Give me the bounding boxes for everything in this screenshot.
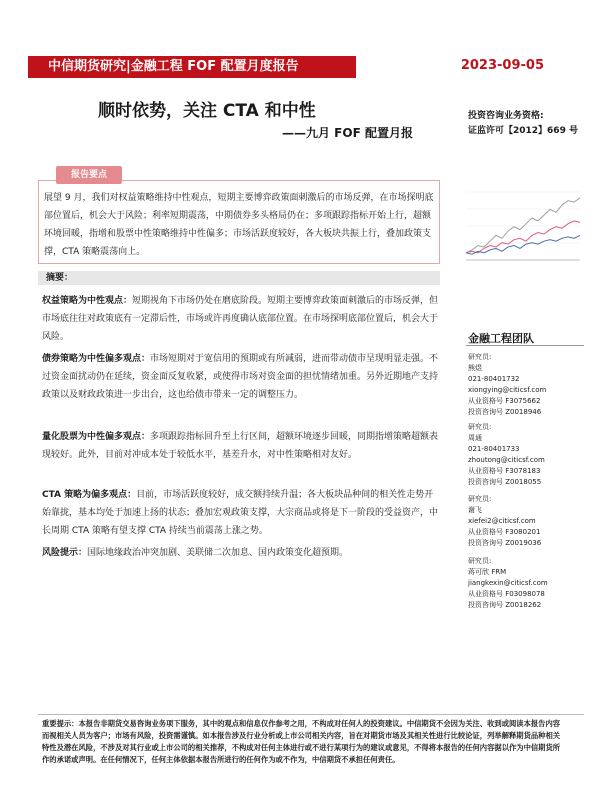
report-date: 2023-09-05 <box>460 58 544 73</box>
disclaimer-text: 重要提示：本报告非期货交易咨询业务项下服务，其中的观点和信息仅作参考之用，不构成对任何人的投资建议。中信期货不会因为关注、收到或阅读本报告内容而视相关人员为客户；市场有风险，投资需谨慎。如本报告涉及行业分析或上市公司相关内容，旨在对期货市场及其相关性进行比较论证，列举解释期货品种相关特性及潜在风险，不涉及对其行业或上市公司的相关推荐，不构成对任何主体进行或不进行某项行为的建议或意见，不得将本报告的任何内容据以作为中信期货所作的承诺或声明。在任何情况下，任何主体依据本报告所进行的任何作为或不作为，中信期货不承担任何责任。 <box>42 719 561 764</box>
analyst-name: 周通 <box>468 434 482 442</box>
performance-chart <box>458 186 584 268</box>
analyst-card <box>468 556 548 611</box>
analyst-email[interactable]: jiangkexin@citicsf.com <box>468 579 548 587</box>
report-brand-banner <box>28 56 356 78</box>
analyst-name: 蒋可欣 FRM <box>468 568 507 576</box>
analyst-email[interactable]: xiefei2@citicsf.com <box>468 517 536 525</box>
paragraph-text: 目前，市场活跃度较好，成交额持续升温；各大板块品种间的相关性走势开始靠拢，基本均处于加速上扬的状态；叠加宏观政策支撑，大宗商品或将是下一阶段的受益资产，中长周期 CTA 策略有望支撑 CTA 持续当前震荡上涨之势。 <box>42 490 439 536</box>
paragraph-text: 短期视角下市场仍处在磨底阶段。短期主要博弈政策面刺激后的市场反弹，但市场底往往对政策底有一定滞后性，市场或许再度确认底部位置。在市场探明底部位置后，机会大于风险。 <box>42 296 439 342</box>
analyst-role: 研究员: <box>468 353 492 361</box>
footer-divider <box>38 714 584 715</box>
analyst-cert-2: 投资咨询号 Z0018262 <box>468 601 542 609</box>
analyst-cert-1: 从业资格号 F03098078 <box>468 590 545 598</box>
license-line-2: 证监许可【2012】669 号 <box>468 126 578 136</box>
analyst-card <box>468 422 545 488</box>
abstract-paragraph-equity <box>42 292 440 346</box>
paragraph-lead: 权益策略为中性观点： <box>42 296 133 306</box>
team-title: 金融工程团队 <box>468 332 534 345</box>
abstract-paragraph-quant <box>42 428 440 464</box>
analyst-name: 谢飞 <box>468 506 482 514</box>
chart-background <box>458 186 584 268</box>
analyst-phone: 021-80401732 <box>468 375 520 383</box>
paragraph-text: 国际地缘政治冲突加剧、美联储二次加息、国内政策变化超预期。 <box>87 548 349 558</box>
analyst-cert-2: 投资咨询号 Z0018946 <box>468 408 542 416</box>
analyst-cert-1: 从业资格号 F3080201 <box>468 528 541 536</box>
paragraph-lead: 债券策略为中性偏多观点： <box>42 354 151 364</box>
analyst-card <box>468 494 541 549</box>
paragraph-text: 市场短期对于宽信用的预期或有所减弱，进而带动债市呈现明显走强。不过资金面扰动仍在延续，资金面反复收紧，或使得市场对资金面的担忧情绪加重。另外近期地产支持政策以及财政政策进一步出台，这也给债市带来一定的调整压力。 <box>42 354 439 400</box>
summary-text: 展望 9 月，我们对权益策略维持中性观点，短期主要博弈政策面刺激后的市场反弹，在市场探明底部位置后，机会大于风险；利率短期震荡，中期债券多头格局仍在；多项跟踪指标开始上行，超额环境回暖，指增和股票中性策略维持中性偏多；市场活跃度较好，各大板块共振上行，叠加政策支撑，CTA 策略震荡向上。 <box>44 193 434 257</box>
abstract-label: 摘要： <box>46 273 74 283</box>
analyst-email[interactable]: xiongying@citicsf.com <box>468 386 547 394</box>
team-divider <box>466 345 584 346</box>
abstract-paragraph-risk <box>42 544 440 562</box>
analyst-cert-2: 投资咨询号 Z0018055 <box>468 478 542 486</box>
license-block <box>468 109 578 139</box>
summary-tab: 报告要点 <box>56 166 122 184</box>
analyst-card <box>468 352 546 418</box>
abstract-bar <box>38 271 440 285</box>
analyst-role: 研究员: <box>468 495 492 503</box>
analyst-cert-1: 从业资格号 F3078183 <box>468 467 541 475</box>
sub-title: ——九月 FOF 配置月报 <box>282 126 413 140</box>
paragraph-lead: 量化股票为中性偏多观点： <box>42 432 151 442</box>
analyst-phone: 021-80401733 <box>468 445 520 453</box>
analyst-cert-1: 从业资格号 F3075662 <box>468 397 541 405</box>
analyst-cert-2: 投资咨询号 Z0019036 <box>468 539 542 547</box>
report-brand: 中信期货研究|金融工程 FOF 配置月度报告 <box>48 59 299 74</box>
performance-chart-svg <box>458 186 584 268</box>
main-title: 顺时依势，关注 CTA 和中性 <box>98 101 316 121</box>
paragraph-text: 多项跟踪指标回升至上行区间，超额环境逐步回暖，同期指增策略超额表现较好。此外，目前对冲成本处于较低水平，基差升水，对中性策略相对友好。 <box>42 432 439 460</box>
license-line-1: 投资咨询业务资格: <box>468 111 544 121</box>
paragraph-lead: CTA 策略为偏多观点： <box>42 490 137 500</box>
analyst-email[interactable]: zhoutong@citicsf.com <box>468 456 545 464</box>
analyst-role: 研究员: <box>468 423 492 431</box>
abstract-paragraph-bond <box>42 350 440 404</box>
abstract-paragraph-cta <box>42 486 440 540</box>
paragraph-lead: 风险提示： <box>42 548 88 558</box>
analyst-role: 研究员: <box>468 557 492 565</box>
analyst-name: 熊煜 <box>468 364 482 372</box>
